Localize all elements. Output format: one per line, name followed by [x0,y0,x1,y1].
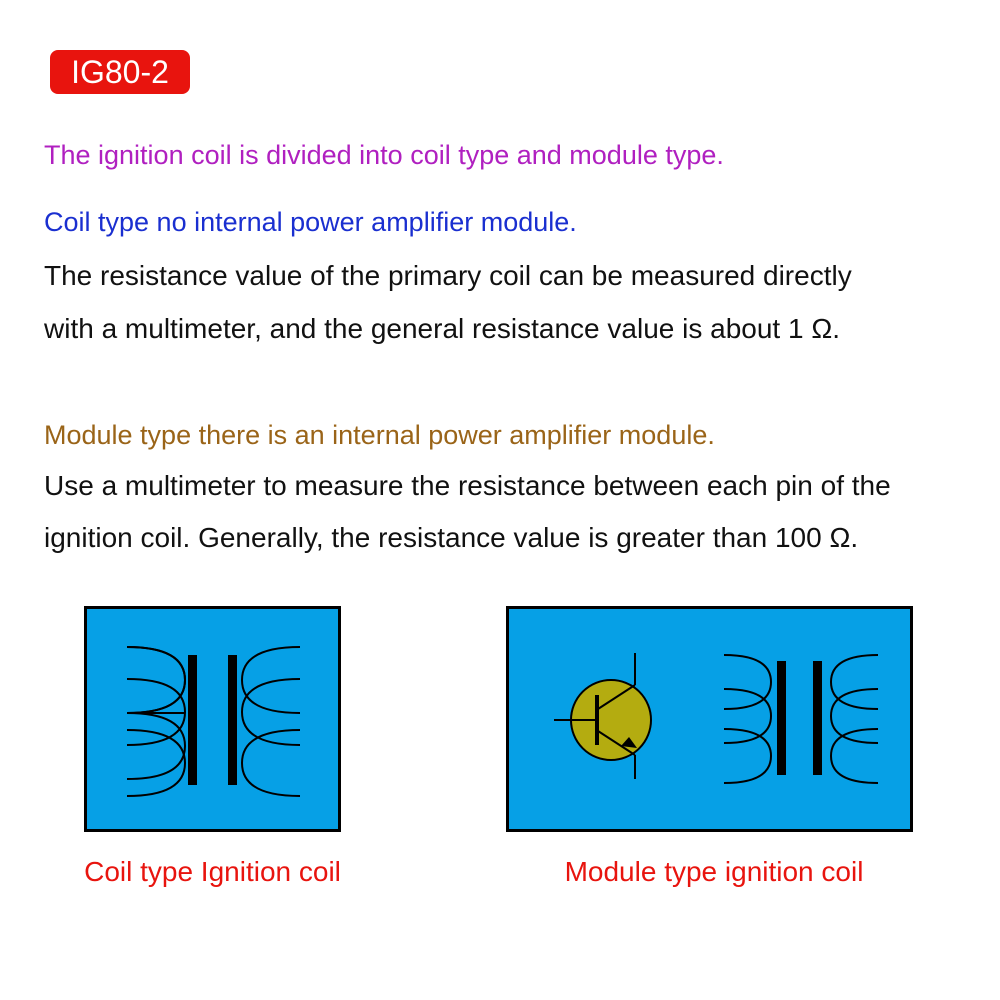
model-badge: IG80-2 [50,50,190,94]
module-type-caption: Module type ignition coil [564,856,864,887]
module-type-heading: Module type there is an internal power amplifier module. [44,420,715,450]
coil-type-caption: Coil type Ignition coil [84,856,341,887]
coil-type-schematic [87,609,338,829]
module-type-diagram [506,606,913,832]
coil-type-heading: Coil type no internal power amplifier module. [44,207,577,237]
coil-type-diagram [84,606,341,832]
intro-text: The ignition coil is divided into coil type and module type. [44,140,724,170]
iron-core-icon [777,661,786,775]
transistor-icon [554,653,651,779]
coil-type-body-line2: with a multimeter, and the general resistance value is about 1 Ω. [44,313,841,344]
iron-core-icon [813,661,822,775]
primary-winding-icon [724,655,771,709]
iron-core-icon [228,655,237,785]
module-type-schematic [509,609,910,829]
iron-core-icon [188,655,197,785]
module-type-body-line1: Use a multimeter to measure the resistance between each pin of the [44,470,891,501]
coil-type-body-line1: The resistance value of the primary coil can be measured directly [44,260,852,291]
secondary-winding-icon [831,655,878,709]
module-type-body-line2: ignition coil. Generally, the resistance value is greater than 100 Ω. [44,522,859,553]
